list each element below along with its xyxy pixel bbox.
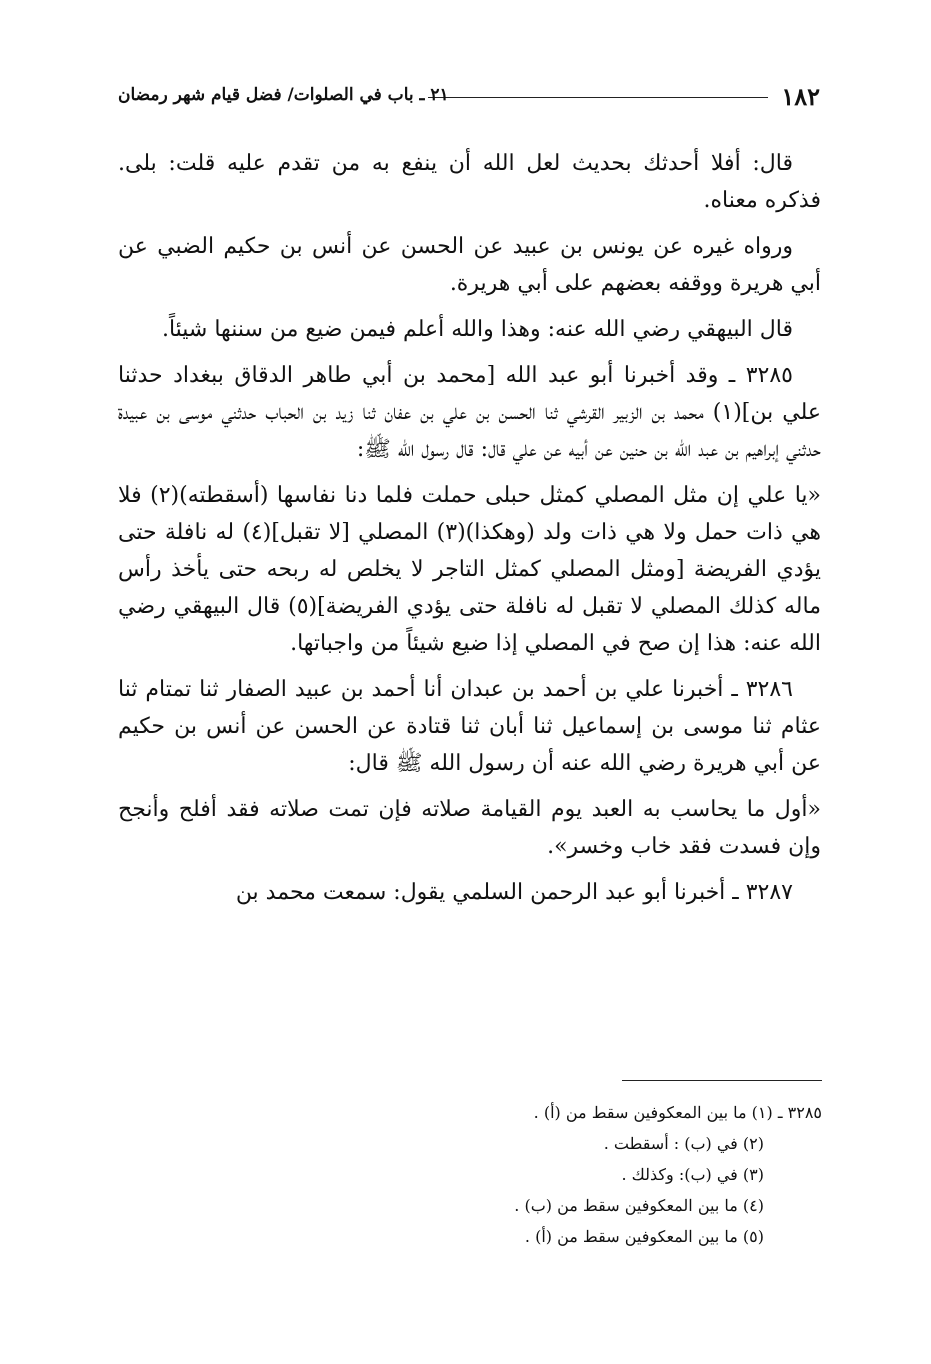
hadith-paragraph: ٣٢٨٦ ـ أخبرنا علي بن أحمد بن عبدان أنا أحمد بن عبيد الصفار ثنا تمتام ثنا عثام ثنا موسى بن إسماعيل ثنا أبان ثنا قتادة عن الحسن عن أنس بن حكيم عن أبي هريرة رضي الله عنه أن رسول الله ﷺ قال: — [118, 677, 821, 776]
hadith-quote: «يا علي إن مثل المصلي كمثل حبلى حملت فلما دنا نفاسها (أسقطته)(٢) فلا هي ذات حمل ولا هي ذات ولد (وهكذا)(٣) المصلي [لا تقبل](٤) له نافلة حتى يؤدي الفريضة [ومثل المصلي كمثل التاجر لا يخلص له ربحه حتى يأخذ رأس ماله كذلك المصلي لا تقبل له نافلة حتى يؤدي الفريضة](٥) قال البيهقي رضي الله عنه: هذا إن صح في المصلي إذا ضيع شيئاً من واجباتها. — [118, 483, 822, 656]
main-text — [118, 145, 821, 920]
page-header — [118, 82, 820, 112]
footnotes — [330, 1097, 822, 1252]
footnote: (٢) في (ب) : أسقطت . — [603, 1134, 764, 1153]
paragraph: ورواه غيره عن يونس بن عبيد عن الحسن عن أنس بن حكيم الضبي عن أبي هريرة ووقفه بعضهم على أبي هريرة. — [118, 234, 821, 296]
footnote-rule — [622, 1080, 822, 1081]
paragraph: قال: أفلا أحدثك بحديث لعل الله أن ينفع به من تقدم عليه قلت: بلى. فذكره معناه. — [118, 151, 821, 213]
page-number: ١٨٢ — [781, 82, 820, 111]
footnote: (٣) في (ب): وكذلك . — [621, 1165, 764, 1184]
hadith-paragraph: ٣٢٨٥ ـ وقد أخبرنا أبو عبد الله [محمد بن أبي طاهر الدقاق ببغداد حدثنا علي بن](١) محمد بن الزبير القرشي ثنا الحسن بن علي بن عفان ثنا زيد بن الحباب حدثني موسى بن عبيدة حدثني إبراهيم بن عبد الله بن حنين عن أبيه عن علي قال: قال رسول الله ﷺ: — [118, 363, 821, 462]
footnote: (٥) ما بين المعكوفين سقط من (أ) . — [524, 1227, 764, 1246]
hadith-paragraph: ٣٢٨٧ ـ أخبرنا أبو عبد الرحمن السلمي يقول: سمعت محمد بن — [235, 880, 793, 905]
footnote: ٣٢٨٥ ـ (١) ما بين المعكوفين سقط من (أ) . — [533, 1103, 822, 1122]
footnote: (٤) ما بين المعكوفين سقط من (ب) . — [514, 1196, 764, 1215]
paragraph: قال البيهقي رضي الله عنه: وهذا والله أعلم فيمن ضيع من سننها شيئاً. — [161, 317, 793, 342]
running-title: ٢١ ـ باب في الصلوات/ فضل قيام شهر رمضان — [118, 85, 449, 105]
header-rule — [428, 97, 768, 98]
hadith-quote: «أول ما يحاسب به العبد يوم القيامة صلاته فإن تمت صلاته فقد أفلح وأنجح وإن فسدت فقد خاب وخسر». — [118, 797, 821, 859]
